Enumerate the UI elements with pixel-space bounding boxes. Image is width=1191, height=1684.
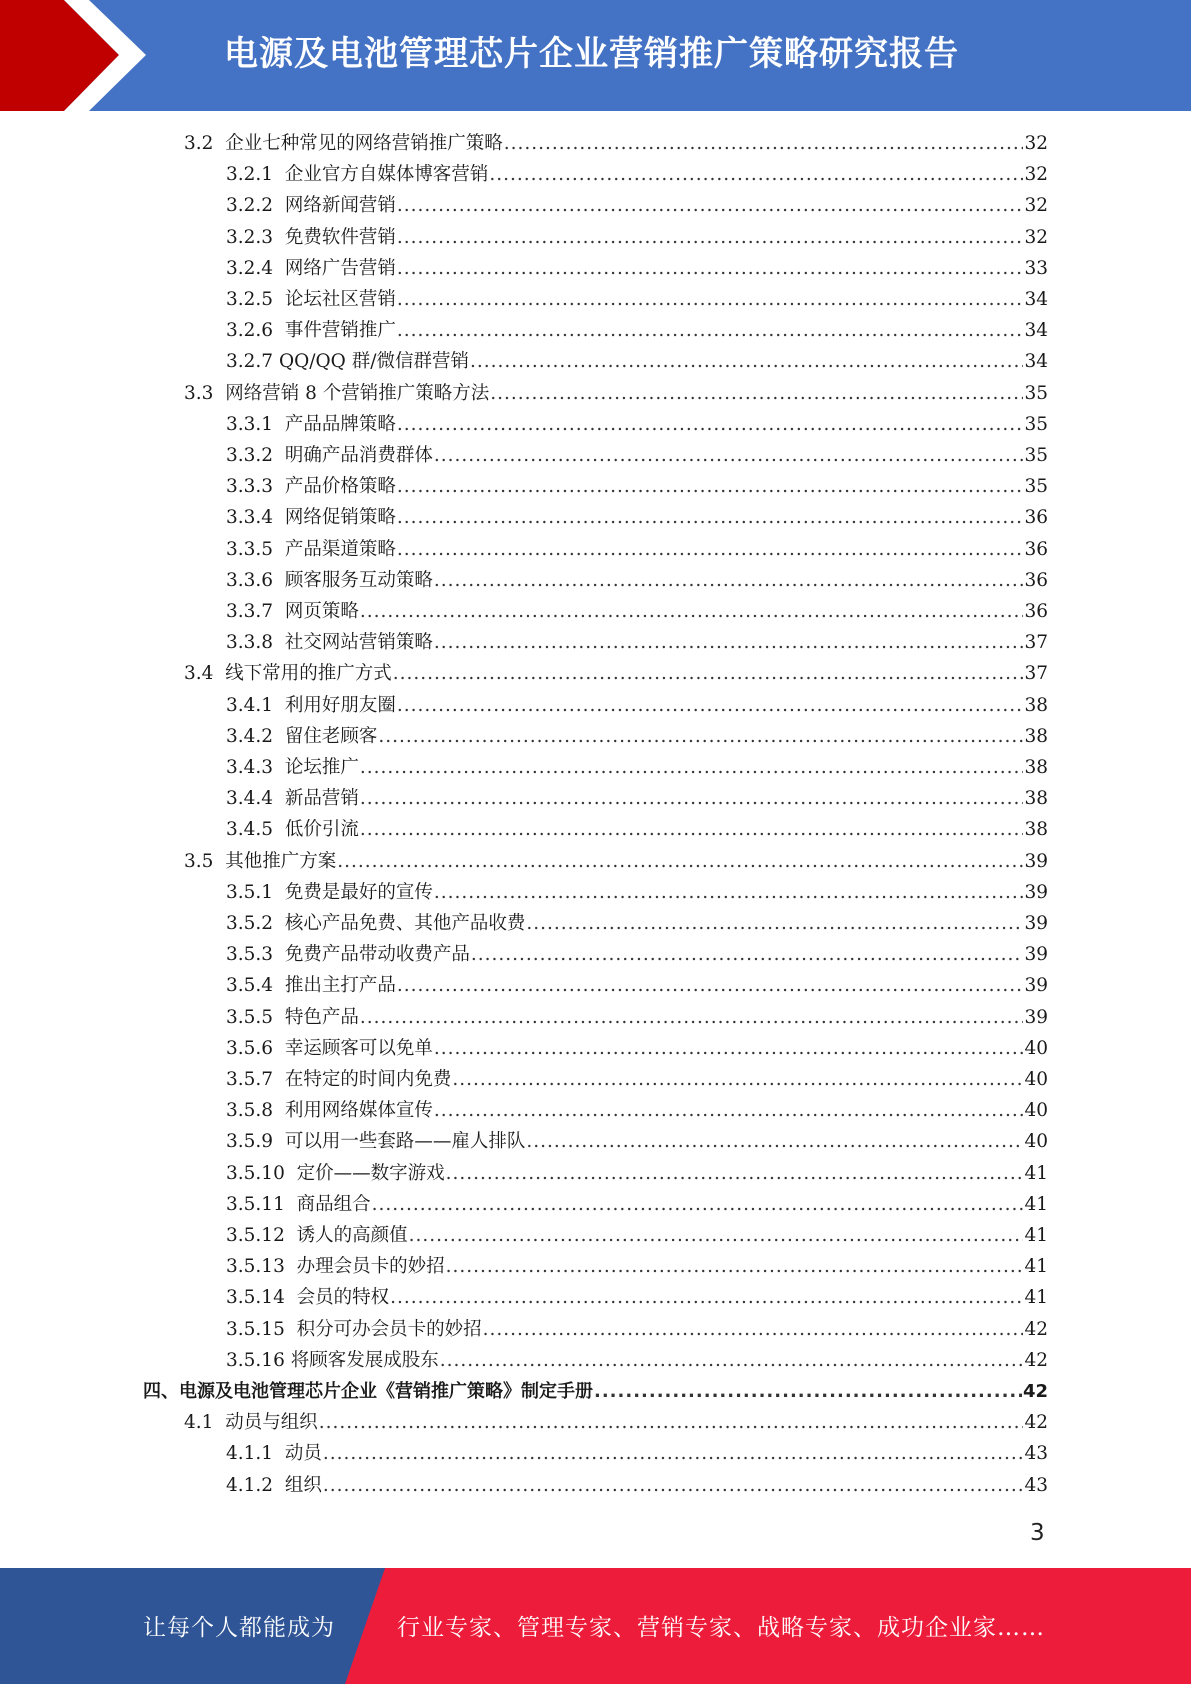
toc-entry[interactable] <box>226 409 1048 440</box>
toc-entry-title: 产品品牌策略 <box>284 413 396 435</box>
toc-entry-number: 3.3.2 <box>226 445 285 466</box>
toc-entry-number: 3.2.4 <box>226 257 285 279</box>
toc-leader-dots <box>446 1158 1024 1189</box>
toc-leader-dots <box>337 846 1023 877</box>
toc-leader-dots <box>409 1220 1024 1251</box>
toc-entry[interactable] <box>226 284 1048 315</box>
toc-entry-title: 社交网站营销策略 <box>284 632 433 654</box>
toc-entry[interactable] <box>226 253 1048 284</box>
toc-entry-number: 3.2.1 <box>226 164 285 186</box>
toc-entry-page: 40 <box>1024 1100 1048 1122</box>
page-number: 3 <box>1030 1520 1045 1546</box>
toc-entry-page: 39 <box>1024 1006 1048 1028</box>
toc-entry-title: 可以用一些套路——雇人排队 <box>284 1131 526 1153</box>
toc-entry-page: 41 <box>1024 1256 1048 1278</box>
toc-entry-title: 低价引流 <box>284 819 359 841</box>
toc-leader-dots <box>490 378 1023 409</box>
toc-entry-number: 3.5.12 <box>226 1225 297 1246</box>
toc-entry-page: 34 <box>1024 320 1048 342</box>
toc-entry-number: 3.3.7 <box>226 601 285 622</box>
toc-leader-dots <box>360 814 1024 845</box>
toc-entry-number: 3.5.15 <box>226 1318 297 1340</box>
toc-entry-page: 42 <box>1024 1349 1048 1371</box>
toc-entry-number: 4.1.2 <box>226 1474 285 1496</box>
toc-entry-number: 3.3 <box>184 382 226 404</box>
toc-entry[interactable] <box>184 378 1048 409</box>
toc-entry[interactable] <box>226 534 1048 565</box>
toc-entry-title: 免费是最好的宣传 <box>284 881 433 903</box>
toc-leader-dots <box>526 1126 1023 1157</box>
toc-entry-title: 网络广告营销 <box>284 257 396 279</box>
toc-entry-title: 商品组合 <box>296 1193 371 1215</box>
toc-entry-page: 38 <box>1024 694 1048 716</box>
toc-entry-number: 3.3.1 <box>226 413 285 435</box>
toc-entry-page: 43 <box>1024 1474 1048 1496</box>
toc-entry-page: 39 <box>1024 850 1048 872</box>
toc-entry-number: 3.5.7 <box>226 1069 285 1090</box>
toc-entry[interactable] <box>226 908 1048 939</box>
toc-entry-number: 3.4.4 <box>226 788 285 810</box>
toc-entry[interactable] <box>226 1033 1048 1064</box>
toc-entry-title: 网络新闻营销 <box>284 195 396 217</box>
toc-entry-title: 网络促销策略 <box>284 507 396 529</box>
toc-entry-title: 企业官方自媒体博客营销 <box>284 164 489 186</box>
toc-entry-page: 41 <box>1024 1162 1048 1184</box>
toc-entry-title: 会员的特权 <box>296 1287 390 1309</box>
toc-entry[interactable] <box>226 502 1048 533</box>
toc-entry-number: 3.4.1 <box>226 694 285 716</box>
toc-entry-title: 动员与组织 <box>225 1412 318 1434</box>
toc-entry-title: 企业七种常见的网络营销推广策略 <box>225 133 503 154</box>
toc-leader-dots <box>397 690 1024 721</box>
toc-leader-dots <box>397 502 1024 533</box>
toc-entry-page: 41 <box>1024 1193 1048 1215</box>
toc-entry[interactable] <box>226 1314 1048 1345</box>
toc-entry-number: 3.2 <box>184 133 226 154</box>
toc-leader-dots <box>397 970 1024 1001</box>
toc-entry-number: 3.2.3 <box>226 226 285 248</box>
toc-entry-number: 3.5.9 <box>226 1131 285 1153</box>
toc-entry[interactable] <box>226 222 1048 253</box>
toc-leader-dots <box>594 1376 1022 1407</box>
toc-entry-page: 42 <box>1024 1318 1048 1340</box>
toc-entry-page: 35 <box>1024 382 1048 404</box>
toc-entry[interactable] <box>226 690 1048 721</box>
toc-entry-title: 免费产品带动收费产品 <box>284 944 470 966</box>
toc-entry-title: 留住老顾客 <box>284 725 378 747</box>
toc-entry-page: 38 <box>1024 725 1048 747</box>
toc-leader-dots <box>360 596 1024 627</box>
toc-entry-title: 电源及电池管理芯片企业《营销推广策略》制定手册 <box>179 1381 593 1402</box>
toc-leader-dots <box>434 877 1024 908</box>
toc-entry-page: 36 <box>1024 569 1048 591</box>
toc-entry-page: 38 <box>1024 819 1048 841</box>
toc-entry[interactable] <box>226 1002 1048 1033</box>
toc-entry[interactable] <box>226 346 1048 377</box>
toc-entry-number: 3.5.4 <box>226 975 285 997</box>
toc-entry-number: 4.1.1 <box>226 1443 285 1465</box>
toc-entry-title: 线下常用的推广方式 <box>225 663 392 685</box>
toc-entry-page: 39 <box>1024 975 1048 997</box>
page-header <box>0 0 1191 111</box>
footer-slogan-right: 行业专家、管理专家、营销专家、战略专家、成功企业家…… <box>397 1615 1045 1641</box>
toc-entry-title: 新品营销 <box>284 788 359 810</box>
toc-entry[interactable] <box>143 1376 1048 1407</box>
toc-entry-page: 33 <box>1024 257 1048 279</box>
toc-entry-number: 3.2.7 <box>226 351 279 373</box>
toc-leader-dots <box>434 1033 1024 1064</box>
toc-entry-title: 定价——数字游戏 <box>296 1162 445 1184</box>
toc-leader-dots <box>372 1189 1024 1220</box>
toc-leader-dots <box>323 1470 1024 1501</box>
toc-entry-number: 4.1 <box>184 1412 226 1434</box>
toc-entry-page: 36 <box>1024 538 1048 560</box>
toc-entry[interactable] <box>226 1251 1048 1282</box>
page-footer <box>0 1568 1191 1684</box>
toc-entry-number: 3.5.2 <box>226 913 285 934</box>
toc-entry-number: 3.3.6 <box>226 569 285 591</box>
toc-entry-number: 3.2.5 <box>226 289 285 310</box>
toc-leader-dots <box>471 939 1024 970</box>
toc-leader-dots <box>397 190 1024 221</box>
toc-entry-title: 事件营销推广 <box>284 320 396 342</box>
toc-entry-page: 35 <box>1024 413 1048 435</box>
toc-entry[interactable] <box>226 1126 1048 1157</box>
toc-entry[interactable] <box>184 658 1048 689</box>
toc-entry-title: 组织 <box>284 1474 322 1496</box>
toc-entry-number: 3.4.5 <box>226 819 285 841</box>
toc-entry-title: 免费软件营销 <box>284 226 396 248</box>
toc-leader-dots <box>390 1282 1023 1313</box>
toc-entry-title: 论坛社区营销 <box>284 289 396 310</box>
toc-entry[interactable] <box>226 440 1048 471</box>
toc-entry[interactable] <box>226 814 1048 845</box>
toc-entry-number: 3.2.6 <box>226 320 285 342</box>
toc-entry-number: 3.5.10 <box>226 1162 297 1184</box>
toc-entry[interactable] <box>226 1438 1048 1469</box>
toc-entry-title: 其他推广方案 <box>225 850 337 872</box>
toc-leader-dots <box>434 565 1024 596</box>
toc-entry[interactable] <box>226 752 1048 783</box>
toc-entry-page: 42 <box>1024 1412 1048 1434</box>
toc-leader-dots <box>393 658 1024 689</box>
toc-leader-dots <box>319 1407 1024 1438</box>
toc-entry[interactable] <box>226 1095 1048 1126</box>
toc-leader-dots <box>504 128 1024 159</box>
toc-entry-page: 41 <box>1024 1287 1048 1309</box>
toc-entry[interactable] <box>226 970 1048 1001</box>
toc-entry-number: 四、 <box>143 1381 179 1402</box>
toc-entry[interactable] <box>226 1064 1048 1095</box>
toc-entry-page: 36 <box>1024 507 1048 529</box>
footer-slogan-left: 让每个人都能成为 <box>143 1615 335 1641</box>
toc-entry-title: 顾客服务互动策略 <box>284 569 433 591</box>
toc-entry-number: 3.5.16 <box>226 1349 291 1371</box>
toc-entry-page: 36 <box>1024 601 1048 622</box>
toc-entry-title: 产品渠道策略 <box>284 538 396 560</box>
toc-entry-page: 37 <box>1024 663 1048 685</box>
toc-entry-page: 34 <box>1024 351 1048 373</box>
toc-entry-title: 核心产品免费、其他产品收费 <box>284 913 526 934</box>
toc-entry-number: 3.5.14 <box>226 1287 297 1309</box>
toc-entry[interactable] <box>226 783 1048 814</box>
toc-entry-page: 35 <box>1024 445 1048 466</box>
toc-entry-number: 3.3.4 <box>226 507 285 529</box>
toc-entry-title: 明确产品消费群体 <box>284 445 433 466</box>
toc-entry[interactable] <box>226 315 1048 346</box>
toc-entry-number: 3.5 <box>184 850 226 872</box>
toc-leader-dots <box>360 1002 1024 1033</box>
toc-entry[interactable] <box>226 721 1048 752</box>
toc-entry-page: 41 <box>1024 1225 1048 1246</box>
toc-entry-number: 3.3.8 <box>226 632 285 654</box>
toc-leader-dots <box>397 471 1024 502</box>
toc-leader-dots <box>397 315 1024 346</box>
toc-entry-title: 动员 <box>284 1443 322 1465</box>
toc-entry-page: 32 <box>1024 133 1048 154</box>
toc-entry-number: 3.5.13 <box>226 1256 297 1278</box>
toc-entry[interactable] <box>226 1282 1048 1313</box>
toc-entry-page: 32 <box>1024 195 1048 217</box>
toc-entry[interactable] <box>226 1345 1048 1376</box>
toc-entry-title: 特色产品 <box>284 1006 359 1028</box>
toc-leader-dots <box>452 1064 1023 1095</box>
toc-entry-number: 3.5.11 <box>226 1193 297 1215</box>
toc-entry[interactable] <box>226 1189 1048 1220</box>
toc-leader-dots <box>440 1345 1024 1376</box>
toc-leader-dots <box>397 253 1024 284</box>
toc-entry[interactable] <box>184 846 1048 877</box>
report-title: 电源及电池管理芯片企业营销推广策略研究报告 <box>224 34 959 74</box>
toc-leader-dots <box>489 159 1023 190</box>
toc-entry-page: 40 <box>1024 1069 1048 1090</box>
toc-entry-title: 网页策略 <box>284 601 359 622</box>
toc-leader-dots <box>434 627 1024 658</box>
toc-entry-page: 39 <box>1024 913 1048 934</box>
toc-entry-number: 3.5.8 <box>226 1100 285 1122</box>
toc-leader-dots <box>446 1251 1024 1282</box>
toc-entry-number: 3.3.5 <box>226 538 285 560</box>
toc-entry[interactable] <box>184 128 1048 159</box>
toc-leader-dots <box>526 908 1023 939</box>
toc-entry-page: 37 <box>1024 632 1048 654</box>
toc-entry-title: QQ/QQ 群/微信群营销 <box>278 351 469 373</box>
toc-entry-page: 38 <box>1024 788 1048 810</box>
toc-entry-number: 3.5.3 <box>226 944 285 966</box>
toc-entry-title: 网络营销 8 个营销推广策略方法 <box>225 382 490 404</box>
toc-entry-page: 39 <box>1024 881 1048 903</box>
toc-leader-dots <box>360 752 1024 783</box>
toc-entry[interactable] <box>226 159 1048 190</box>
toc-entry-page: 35 <box>1024 476 1048 498</box>
toc-entry-number: 3.4.2 <box>226 725 285 747</box>
toc-entry[interactable] <box>226 1158 1048 1189</box>
toc-entry-title: 利用好朋友圈 <box>284 694 396 716</box>
toc-entry[interactable] <box>226 939 1048 970</box>
toc-entry-title: 利用网络媒体宣传 <box>284 1100 433 1122</box>
toc-entry[interactable] <box>226 1220 1048 1251</box>
toc-leader-dots <box>483 1314 1024 1345</box>
toc-entry-title: 幸运顾客可以免单 <box>284 1037 433 1059</box>
toc-leader-dots <box>434 1095 1024 1126</box>
toc-entry-number: 3.2.2 <box>226 195 285 217</box>
toc-entry[interactable] <box>184 1407 1048 1438</box>
toc-leader-dots <box>397 284 1024 315</box>
toc-entry-page: 43 <box>1024 1443 1048 1465</box>
toc-entry-title: 办理会员卡的妙招 <box>296 1256 445 1278</box>
toc-entry-number: 3.4 <box>184 663 226 685</box>
toc-entry-page: 38 <box>1024 757 1048 778</box>
toc-entry-title: 论坛推广 <box>284 757 359 778</box>
toc-leader-dots <box>397 409 1024 440</box>
toc-entry-page: 40 <box>1024 1131 1048 1153</box>
toc-entry-number: 3.5.6 <box>226 1037 285 1059</box>
toc-entry[interactable] <box>226 877 1048 908</box>
toc-entry-page: 40 <box>1024 1037 1048 1059</box>
toc-entry-number: 3.3.3 <box>226 476 285 498</box>
toc-entry-number: 3.5.1 <box>226 881 285 903</box>
toc-entry-page: 32 <box>1024 164 1048 186</box>
toc-entry[interactable] <box>226 1470 1048 1501</box>
toc-entry-page: 39 <box>1024 944 1048 966</box>
toc-entry[interactable] <box>226 596 1048 627</box>
toc-leader-dots <box>397 222 1024 253</box>
toc-entry-page: 32 <box>1024 226 1048 248</box>
toc-leader-dots <box>470 346 1023 377</box>
toc-leader-dots <box>360 783 1024 814</box>
toc-entry-title: 推出主打产品 <box>284 975 396 997</box>
toc-entry-title: 产品价格策略 <box>284 476 396 498</box>
toc-entry-title: 积分可办会员卡的妙招 <box>296 1318 482 1340</box>
toc-leader-dots <box>434 440 1024 471</box>
toc-entry[interactable] <box>226 190 1048 221</box>
toc-leader-dots <box>323 1438 1024 1469</box>
toc-entry-page: 34 <box>1024 289 1048 310</box>
toc-entry-title: 在特定的时间内免费 <box>284 1069 452 1090</box>
toc-leader-dots <box>397 534 1024 565</box>
toc-entry-title: 将顾客发展成股东 <box>290 1349 439 1371</box>
toc-entry[interactable] <box>226 627 1048 658</box>
toc-entry-number: 3.4.3 <box>226 757 285 778</box>
toc-entry-number: 3.5.5 <box>226 1006 285 1028</box>
toc-entry[interactable] <box>226 471 1048 502</box>
toc-entry-title: 诱人的高颜值 <box>296 1225 408 1246</box>
toc-entry-page: 42 <box>1022 1381 1048 1402</box>
toc-entry[interactable] <box>226 565 1048 596</box>
toc-leader-dots <box>378 721 1023 752</box>
